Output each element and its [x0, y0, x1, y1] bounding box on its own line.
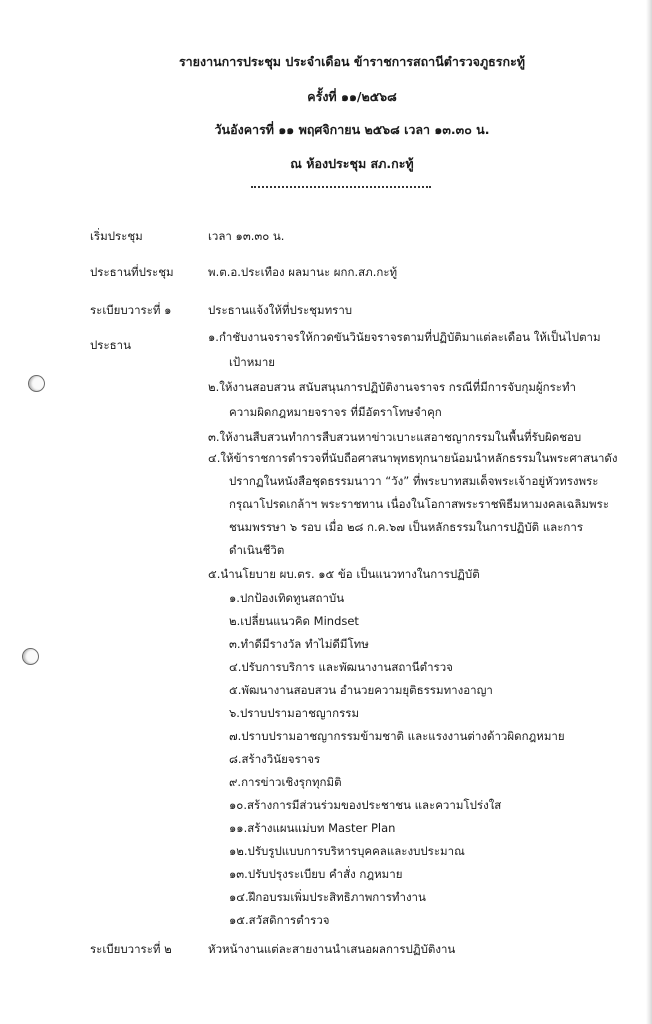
policy-item: ๒.เปลี่ยนแนวคิด Mindset	[229, 614, 359, 628]
meeting-place: ณ ห้องประชุม สภ.กะทู้	[290, 156, 414, 171]
policy-item: ๙.การข่าวเชิงรุกทุกมิติ	[229, 775, 342, 789]
policy-item: ๖.ปราบปรามอาชญากรรม	[229, 706, 360, 720]
policy-item: ๑๔.ฝึกอบรมเพิ่มประสิทธิภาพการทำงาน	[229, 890, 426, 904]
agenda-1-label: ระเบียบวาระที่ ๑	[90, 303, 172, 317]
policy-item: ๕.พัฒนางานสอบสวน อำนวยความยุติธรรมทางอาญา	[229, 683, 493, 697]
chair-item-line: ๕.นำนโยบาย ผบ.ตร. ๑๕ ข้อ เป็นแนวทางในการปฏิบัติ	[208, 567, 480, 581]
policy-item: ๘.สร้างวินัยจราจร	[229, 752, 321, 766]
policy-item: ๑๐.สร้างการมีส่วนร่วมของประชาชน และความโปร่งใส	[229, 798, 502, 812]
punch-hole-icon	[28, 375, 45, 392]
chair-item-line: กรุณาโปรดเกล้าฯ พระราชทาน เนื่องในโอกาสพระราชพิธีมหามงคลเฉลิมพระ	[229, 497, 609, 511]
document-title: รายงานการประชุม ประจำเดือน ข้าราชการสถานีตำรวจภูธรกะทู้	[178, 54, 526, 69]
agenda-1-text: ประธานแจ้งให้ที่ประชุมทราบ	[208, 303, 353, 317]
agenda-2-text: หัวหน้างานแต่ละสายงานนำเสนอผลการปฏิบัติงาน	[208, 942, 456, 956]
meeting-number: ครั้งที่ ๑๑/๒๕๖๘	[307, 89, 397, 104]
chair-item-line: ดำเนินชีวิต	[229, 543, 285, 557]
chair-name: พ.ต.อ.ประเทือง ผลมานะ ผกก.สภ.กะทู้	[208, 265, 398, 279]
chair-label: ประธานที่ประชุม	[90, 265, 174, 279]
dotted-separator	[251, 186, 431, 188]
agenda-2-label: ระเบียบวาระที่ ๒	[90, 942, 172, 956]
chair-section-label: ประธาน	[90, 338, 131, 352]
policy-item: ๑๕.สวัสดิการตำรวจ	[229, 913, 330, 927]
chair-item-line: ๔.ให้ข้าราชการตำรวจที่นับถือศาสนาพุทธทุกนายน้อมนำหลักธรรมในพระศาสนาดัง	[208, 451, 618, 465]
start-label: เริ่มประชุม	[90, 229, 143, 243]
policy-item: ๑๓.ปรับปรุงระเบียบ คำสั่ง กฎหมาย	[229, 867, 403, 881]
start-time: เวลา ๑๓.๓๐ น.	[208, 229, 285, 243]
policy-item: ๔.ปรับการบริการ และพัฒนางานสถานีตำรวจ	[229, 660, 453, 674]
policy-item: ๓.ทำดีมีรางวัล ทำไม่ดีมีโทษ	[229, 637, 369, 651]
chair-item-line: ๑.กำชับงานจราจรให้กวดขันวินัยจราจรตามที่ปฏิบัติมาแต่ละเดือน ให้เป็นไปตาม	[208, 330, 601, 344]
chair-item-line: เป้าหมาย	[229, 355, 276, 369]
chair-item-line: ความผิดกฎหมายจราจร ที่มีอัตราโทษจำคุก	[229, 405, 442, 419]
policy-item: ๗.ปราบปรามอาชญากรรมข้ามชาติ และแรงงานต่างด้าวผิดกฎหมาย	[229, 729, 565, 743]
policy-item: ๑๑.สร้างแผนแม่บท Master Plan	[229, 821, 396, 835]
chair-item-line: ๓.ให้งานสืบสวนทำการสืบสวนหาข่าวเบาะแสอาชญากรรมในพื้นที่รับผิดชอบ	[208, 430, 582, 444]
chair-item-line: ชนมพรรษา ๖ รอบ เมื่อ ๒๘ ก.ค.๖๗ เป็นหลักธรรมในการปฏิบัติ และการ	[229, 520, 584, 534]
chair-item-line: ๒.ให้งานสอบสวน สนับสนุนการปฏิบัติงานจราจร กรณีที่มีการจับกุมผู้กระทำ	[208, 380, 577, 394]
chair-item-line: ปรากฏในหนังสือชุดธรรมนาวา “วัง” ที่พระบาทสมเด็จพระเจ้าอยู่หัวทรงพระ	[229, 474, 599, 488]
policy-item: ๑๒.ปรับรูปแบบการบริหารบุคคลและงบประมาณ	[229, 844, 465, 858]
policy-item: ๑.ปกป้องเทิดทูนสถาบัน	[229, 591, 345, 605]
meeting-datetime: วันอังคารที่ ๑๑ พฤศจิกายน ๒๕๖๘ เวลา ๑๓.๓๐ น.	[214, 122, 490, 137]
punch-hole-icon	[22, 648, 39, 665]
